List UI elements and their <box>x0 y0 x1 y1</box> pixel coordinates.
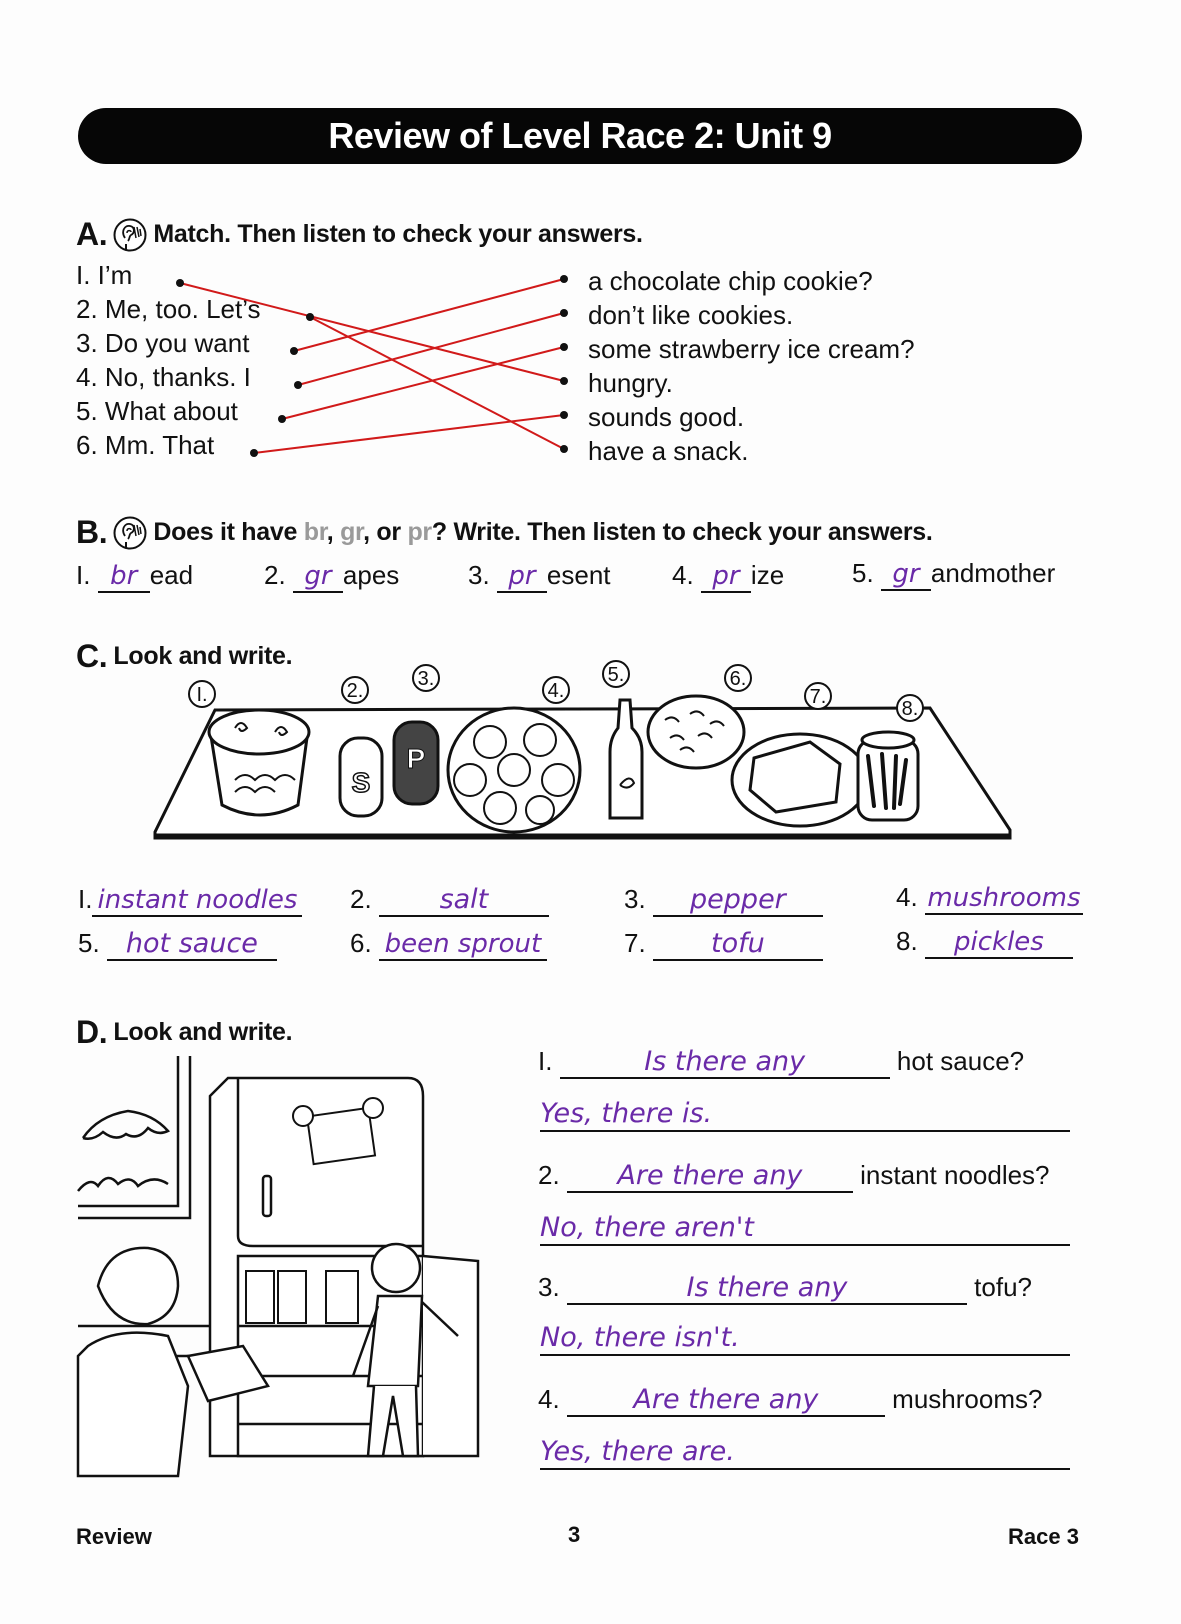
match-dot-left <box>250 449 258 457</box>
section-c-letter: C. <box>76 638 108 674</box>
picture-label: 8. <box>901 698 919 720</box>
question-item <box>538 1384 1042 1417</box>
question-suffix: instant noodles? <box>860 1160 1050 1190</box>
question-suffix: hot sauce? <box>896 1046 1025 1076</box>
question-item <box>538 1160 1050 1193</box>
shaker-letter-p: P <box>406 743 426 774</box>
blend-item <box>852 558 1055 591</box>
picture-label: I. <box>196 684 208 706</box>
item-number: 3. <box>624 884 646 914</box>
food-answer-item <box>350 884 549 917</box>
section-d-heading <box>76 1014 292 1051</box>
picture-label: 4. <box>547 680 565 702</box>
kitchen-fridge-illustration <box>78 1056 518 1476</box>
match-left-item: 3. Do you want <box>76 328 250 358</box>
item-number: I. <box>538 1046 553 1076</box>
blend-item <box>672 560 784 593</box>
instruction-text: ? Write. Then listen to check your answers. <box>431 518 933 546</box>
ear-listen-icon <box>113 516 147 550</box>
tofu-plate <box>732 734 868 826</box>
footer-left: Review <box>76 1524 152 1549</box>
picture-label: 2. <box>346 680 364 702</box>
match-dot-right <box>560 275 568 283</box>
salt-shaker <box>340 738 382 816</box>
item-number: 4. <box>538 1384 560 1414</box>
item-number: 7. <box>624 928 646 958</box>
match-dot-left <box>294 381 302 389</box>
pickle-jar <box>858 732 918 820</box>
match-dot-right <box>560 309 568 317</box>
item-number: 2. <box>538 1160 560 1190</box>
match-line <box>180 283 564 381</box>
section-b-heading <box>76 514 933 551</box>
match-right-item: don’t like cookies. <box>588 300 794 330</box>
match-dot-right <box>560 377 568 385</box>
section-b-letter: B. <box>76 514 108 550</box>
question-item <box>538 1272 1032 1305</box>
food-answer-item <box>896 926 1073 959</box>
item-number: 2. <box>350 884 372 914</box>
match-line <box>294 279 564 351</box>
item-number: 5. <box>78 928 100 958</box>
food-answer-item <box>624 884 823 917</box>
food-answer-item <box>896 882 1083 915</box>
food-answer[interactable]: hot sauce <box>107 929 277 961</box>
match-left-item: I. I’m <box>76 260 133 290</box>
food-answer[interactable]: salt <box>379 885 549 917</box>
match-line <box>254 415 564 453</box>
blend-answer[interactable]: gr <box>293 561 343 593</box>
reply-answer[interactable]: Yes, there are. <box>540 1436 1070 1470</box>
food-answer[interactable]: been sprout <box>379 929 547 961</box>
item-number: 5. <box>852 558 874 588</box>
word-ending: ize <box>750 560 785 590</box>
match-dot-left <box>290 347 298 355</box>
item-number: I. <box>76 560 91 590</box>
item-number: 4. <box>896 882 918 912</box>
word-ending: apes <box>342 560 400 590</box>
section-c-instruction: Look and write. <box>113 642 293 670</box>
match-dot-right <box>560 343 568 351</box>
window <box>78 1056 190 1218</box>
pepper-shaker <box>394 722 438 804</box>
bean-sprouts-bowl <box>648 696 744 768</box>
item-number: 4. <box>672 560 694 590</box>
match-dot-left <box>306 313 314 321</box>
match-dot-left <box>176 279 184 287</box>
food-answer[interactable]: tofu <box>653 929 823 961</box>
milk-cartons <box>246 1271 358 1323</box>
match-lines <box>0 0 1181 500</box>
option-gr: gr <box>340 518 364 546</box>
blend-answer[interactable]: pr <box>701 561 751 593</box>
food-table-illustration <box>150 664 1020 880</box>
instruction-text: Does it have <box>153 518 304 546</box>
blend-item <box>264 560 399 593</box>
match-right-item: sounds good. <box>588 402 745 432</box>
match-left-item: 6. Mm. That <box>76 430 215 460</box>
question-suffix: tofu? <box>974 1272 1032 1302</box>
section-b-instruction <box>153 518 932 547</box>
picture-label: 6. <box>729 668 747 690</box>
option-br: br <box>303 518 327 546</box>
blend-item <box>468 560 611 593</box>
section-a-instruction: Match. Then listen to check your answers. <box>153 220 643 248</box>
picture-label: 5. <box>607 664 625 686</box>
question-answer[interactable]: Are there any <box>567 1161 853 1193</box>
section-c-heading <box>76 638 292 675</box>
section-d-instruction: Look and write. <box>113 1018 293 1046</box>
item-number: I. <box>78 884 93 914</box>
word-ending: esent <box>546 560 611 590</box>
item-number: 3. <box>468 560 490 590</box>
picture-label: 3. <box>417 668 435 690</box>
word-ending: ead <box>149 560 194 590</box>
match-left-item: 4. No, thanks. I <box>76 362 251 392</box>
match-dot-left <box>278 415 286 423</box>
page-number: 3 <box>568 1522 581 1547</box>
section-d-letter: D. <box>76 1014 108 1050</box>
item-number: 2. <box>264 560 286 590</box>
match-left-item: 5. What about <box>76 396 238 426</box>
question-answer[interactable]: Is there any <box>567 1273 967 1305</box>
blend-answer[interactable]: pr <box>497 561 547 593</box>
match-right-item: some strawberry ice cream? <box>588 334 915 364</box>
match-right-item: a chocolate chip cookie? <box>588 266 873 296</box>
footer-right: Race 3 <box>1008 1524 1079 1549</box>
word-ending: andmother <box>930 558 1056 588</box>
reply-answer[interactable]: No, there isn't. <box>540 1322 1070 1356</box>
match-dot-right <box>560 445 568 453</box>
blend-answer[interactable]: gr <box>881 559 931 591</box>
question-suffix: mushrooms? <box>892 1384 1043 1414</box>
question-item <box>538 1046 1024 1079</box>
instruction-separator: , or <box>363 518 408 546</box>
page-title: Review of Level Race 2: Unit 9 <box>78 108 1082 164</box>
match-right-item: hungry. <box>588 368 673 398</box>
item-number: 8. <box>896 926 918 956</box>
question-answer[interactable]: Are there any <box>567 1385 885 1417</box>
picture-label: 7. <box>809 686 827 708</box>
food-answer-item <box>350 928 547 961</box>
match-dot-right <box>560 411 568 419</box>
blend-answer[interactable]: br <box>98 561 150 593</box>
instruction-separator: , <box>326 518 341 546</box>
food-answer[interactable]: instant noodles <box>92 885 302 917</box>
reply-answer[interactable]: No, there aren't <box>540 1212 1070 1246</box>
instant-noodles-cup <box>209 710 309 815</box>
food-answer[interactable]: mushrooms <box>925 883 1083 915</box>
section-a-letter: A. <box>76 216 108 252</box>
reply-answer[interactable]: Yes, there is. <box>540 1098 1070 1132</box>
shaker-letter-s: S <box>351 767 371 798</box>
item-number: 3. <box>538 1272 560 1302</box>
option-pr: pr <box>407 518 432 546</box>
food-answer-item <box>78 928 277 961</box>
match-line <box>282 347 564 419</box>
match-left-item: 2. Me, too. Let’s <box>76 294 261 324</box>
item-number: 6. <box>350 928 372 958</box>
mushrooms-plate <box>448 708 580 832</box>
food-answer[interactable]: pickles <box>925 927 1073 959</box>
food-answer-item <box>78 884 302 917</box>
match-right-item: have a snack. <box>588 436 749 466</box>
food-answer[interactable]: pepper <box>653 885 823 917</box>
food-answer-item <box>624 928 823 961</box>
blend-item <box>76 560 193 593</box>
question-answer[interactable]: Is there any <box>560 1047 890 1079</box>
